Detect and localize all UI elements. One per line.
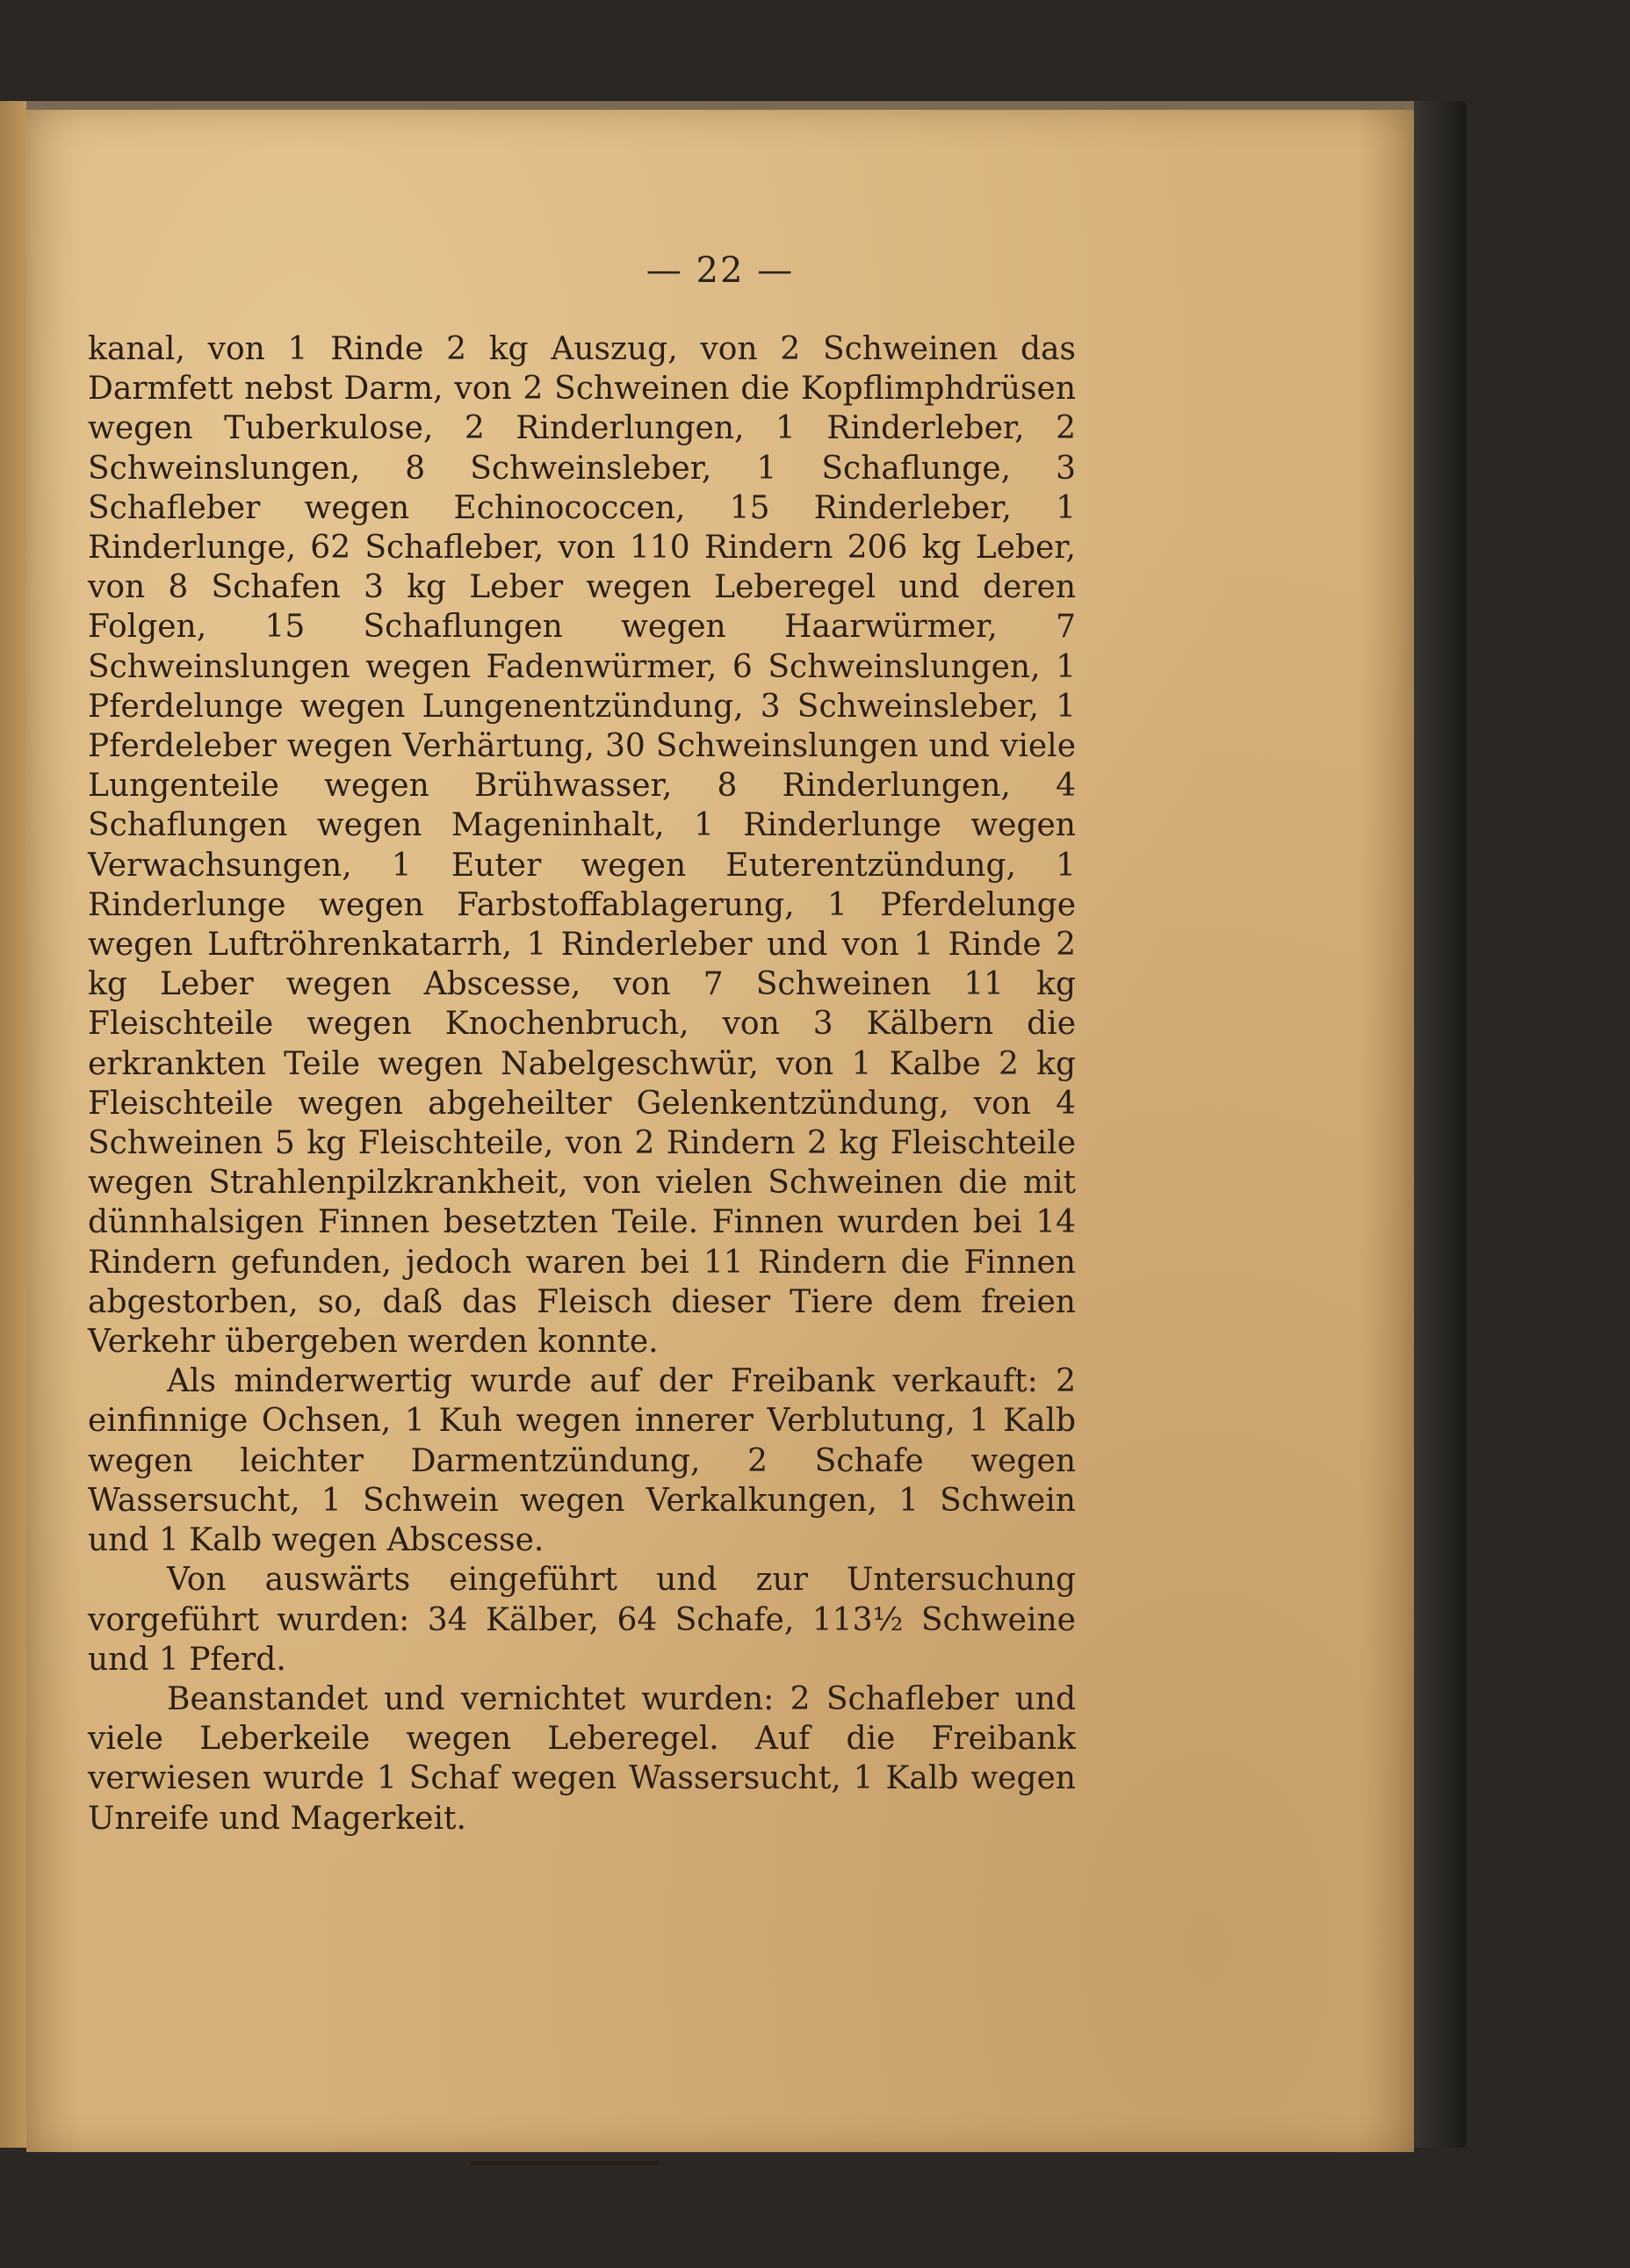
paragraph-1: kanal, von 1 Rinde 2 kg Auszug, von 2 Schweinen das Darmfett nebst Darm, von 2 Schweinen die Kopflimphdrüsen wegen Tuberkulose, 2 Rinderlungen, 1 Rinderleber, 2 Schweinslungen, 8 Schweinsleber, 1 Schaflunge, 3 Schafleber wegen Echinococcen, 15 Rinderleber, 1 Rinderlunge, 62 Schafleber, von 110 Rindern 206 kg Leber, von 8 Schafen 3 kg Leber wegen Leberegel und deren Folgen, 15 Schaflungen wegen Haarwürmer, 7 Schweinslungen wegen Fadenwürmer, 6 Schweinslungen, 1 Pferdelunge wegen Lungenentzündung, 3 Schweinsleber, 1 Pferdeleber wegen Verhärtung, 30 Schweinslungen und viele Lungenteile wegen Brühwasser, 8 Rinderlungen, 4 Schaflungen wegen Mageninhalt, 1 Rinderlunge wegen Verwachsungen, 1 Euter wegen Euterentzündung, 1 Rinderlunge wegen Farbstoffablagerung, 1 Pferdelunge wegen Luftröhrenkatarrh, 1 Rinderleber und von 1 Rinde 2 kg Leber wegen Abscesse, von 7 Schweinen 11 kg Fleischteile wegen Knochenbruch, von 3 Kälbern die erkrankten Teile wegen Nabelgeschwür, von 1 Kalbe 2 kg Fleischteile wegen abgeheilter Gelenkentzündung, von 4 Schweinen 5 kg Fleischteile, von 2 Rindern 2 kg Fleischteile wegen Strahlenpilzkrankheit, von vielen Schweinen die mit dünnhalsigen Finnen besetzten Teile. Finnen wurden bei 14 Rindern gefunden, jedoch waren bei 11 Rindern die Finnen abgestorben, so, daß das Fleisch dieser Tiere dem freien Verkehr übergeben werden konnte. xyxy=(88,331,1076,1361)
paragraph-2: Als minderwertig wurde auf der Freibank verkauft: 2 einfinnige Ochsen, 1 Kuh wegen innerer Verblutung, 1 Kalb wegen leichter Darmentzündung, 2 Schafe wegen Wassersucht, 1 Schwein wegen Verkalkungen, 1 Schwein und 1 Kalb wegen Abscesse. xyxy=(88,1363,1076,1559)
body-text xyxy=(88,329,1076,1838)
paragraph-4: Beanstandet und vernichtet wurden: 2 Schafleber und viele Leberkeile wegen Leberegel. Auf die Freibank verwiesen wurde 1 Schaf wegen Wassersucht, 1 Kalb wegen Unreife und Magerkeit. xyxy=(88,1680,1076,1837)
end-rule xyxy=(470,2161,659,2165)
page-number: — 22 — xyxy=(646,250,795,291)
book-page xyxy=(26,110,1414,2152)
paragraph-3: Von auswärts eingeführt und zur Untersuchung vorgeführt wurden: 34 Kälber, 64 Schafe, 113½ Schweine und 1 Pferd. xyxy=(88,1562,1076,1678)
